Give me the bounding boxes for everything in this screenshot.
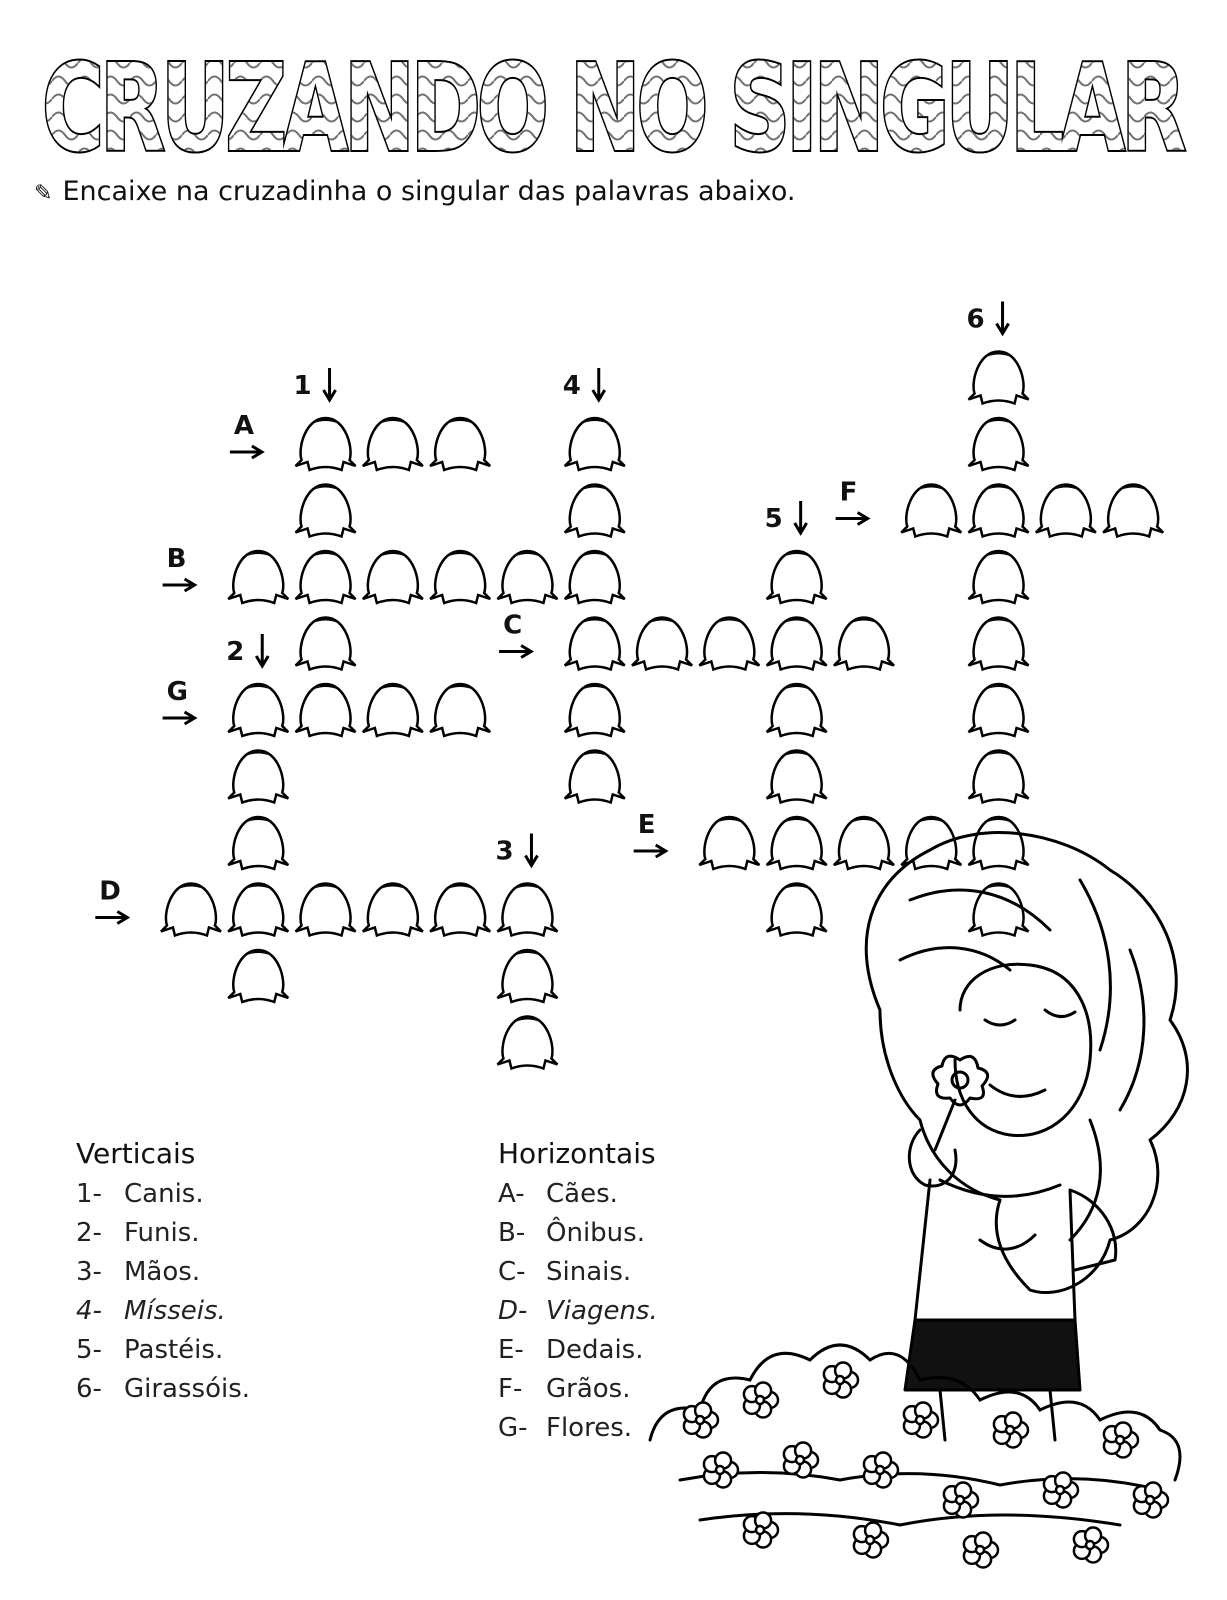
down-label: 3	[495, 836, 514, 867]
small-flower	[1074, 1527, 1108, 1562]
clue-word: Grãos.	[546, 1374, 631, 1404]
clue-word: Girassóis.	[124, 1374, 251, 1404]
clue-number: 4-	[76, 1296, 102, 1326]
clue-word: Ônibus.	[546, 1218, 645, 1248]
clue-word: Cães.	[546, 1179, 618, 1209]
small-flower	[704, 1452, 738, 1487]
down-label: 2	[226, 637, 245, 667]
clue-word: Funis.	[124, 1218, 200, 1248]
small-flower	[1134, 1482, 1168, 1517]
closed-eye-right	[1045, 1010, 1075, 1017]
face	[955, 964, 1091, 1135]
shirt	[915, 1180, 1116, 1320]
clue-number: D-	[498, 1296, 528, 1326]
across-label: E	[637, 810, 656, 840]
clue-word: Flores.	[546, 1413, 633, 1443]
across-label: F	[839, 477, 858, 508]
small-flower	[964, 1532, 998, 1567]
down-label: 1	[293, 371, 312, 401]
across-label: D	[99, 876, 121, 907]
instruction-text: Encaixe na cruzadinha o singular das palavras abaixo.	[62, 176, 796, 207]
small-flower	[944, 1482, 978, 1517]
down-label: 6	[966, 304, 985, 335]
clue-number: B-	[498, 1218, 526, 1248]
clue-number: C-	[498, 1257, 526, 1287]
small-flower	[684, 1402, 718, 1437]
small-flower	[854, 1522, 888, 1557]
clue-word: Canis.	[124, 1179, 204, 1209]
small-flower	[784, 1442, 818, 1477]
clue-number: 2-	[76, 1218, 102, 1248]
clue-word: Mísseis.	[124, 1296, 226, 1326]
title-text: CRUZANDO NO SINGULAR	[42, 40, 1185, 170]
smile	[990, 1085, 1045, 1096]
small-flower	[994, 1412, 1028, 1447]
title-pattern-fill: CRUZANDO NO SINGULAR	[42, 40, 1185, 170]
across-label: A	[233, 411, 255, 441]
clue-number: A-	[498, 1179, 525, 1209]
small-flower	[864, 1452, 898, 1487]
across-label: B	[166, 544, 187, 574]
clue-word: Pastéis.	[124, 1335, 224, 1365]
clue-word: Viagens.	[546, 1296, 658, 1326]
small-flower	[744, 1382, 778, 1417]
closed-eye	[985, 1020, 1015, 1025]
small-flower	[824, 1362, 858, 1397]
clue-word: Mãos.	[124, 1257, 201, 1287]
horizontal-heading: Horizontais	[498, 1137, 656, 1170]
across-label: C	[503, 610, 523, 641]
clue-number: E-	[498, 1335, 524, 1365]
down-label: 4	[562, 371, 581, 401]
across-label: G	[166, 677, 188, 707]
clue-number: 5-	[76, 1335, 102, 1365]
clue-number: 1-	[76, 1179, 102, 1209]
clue-word: Dedais.	[546, 1335, 644, 1365]
pencil-icon: ✎	[34, 181, 53, 206]
down-label: 5	[764, 504, 783, 534]
clue-number: 6-	[76, 1374, 102, 1404]
clue-word: Sinais.	[546, 1257, 632, 1287]
clue-number: G-	[498, 1413, 528, 1443]
shorts	[905, 1320, 1080, 1390]
flower-center	[952, 1072, 968, 1088]
clue-number: F-	[498, 1374, 523, 1404]
small-flower	[1104, 1422, 1138, 1457]
clue-number: 3-	[76, 1257, 102, 1287]
small-flower	[744, 1512, 778, 1547]
small-flower	[904, 1402, 938, 1437]
vertical-heading: Verticais	[76, 1137, 196, 1170]
